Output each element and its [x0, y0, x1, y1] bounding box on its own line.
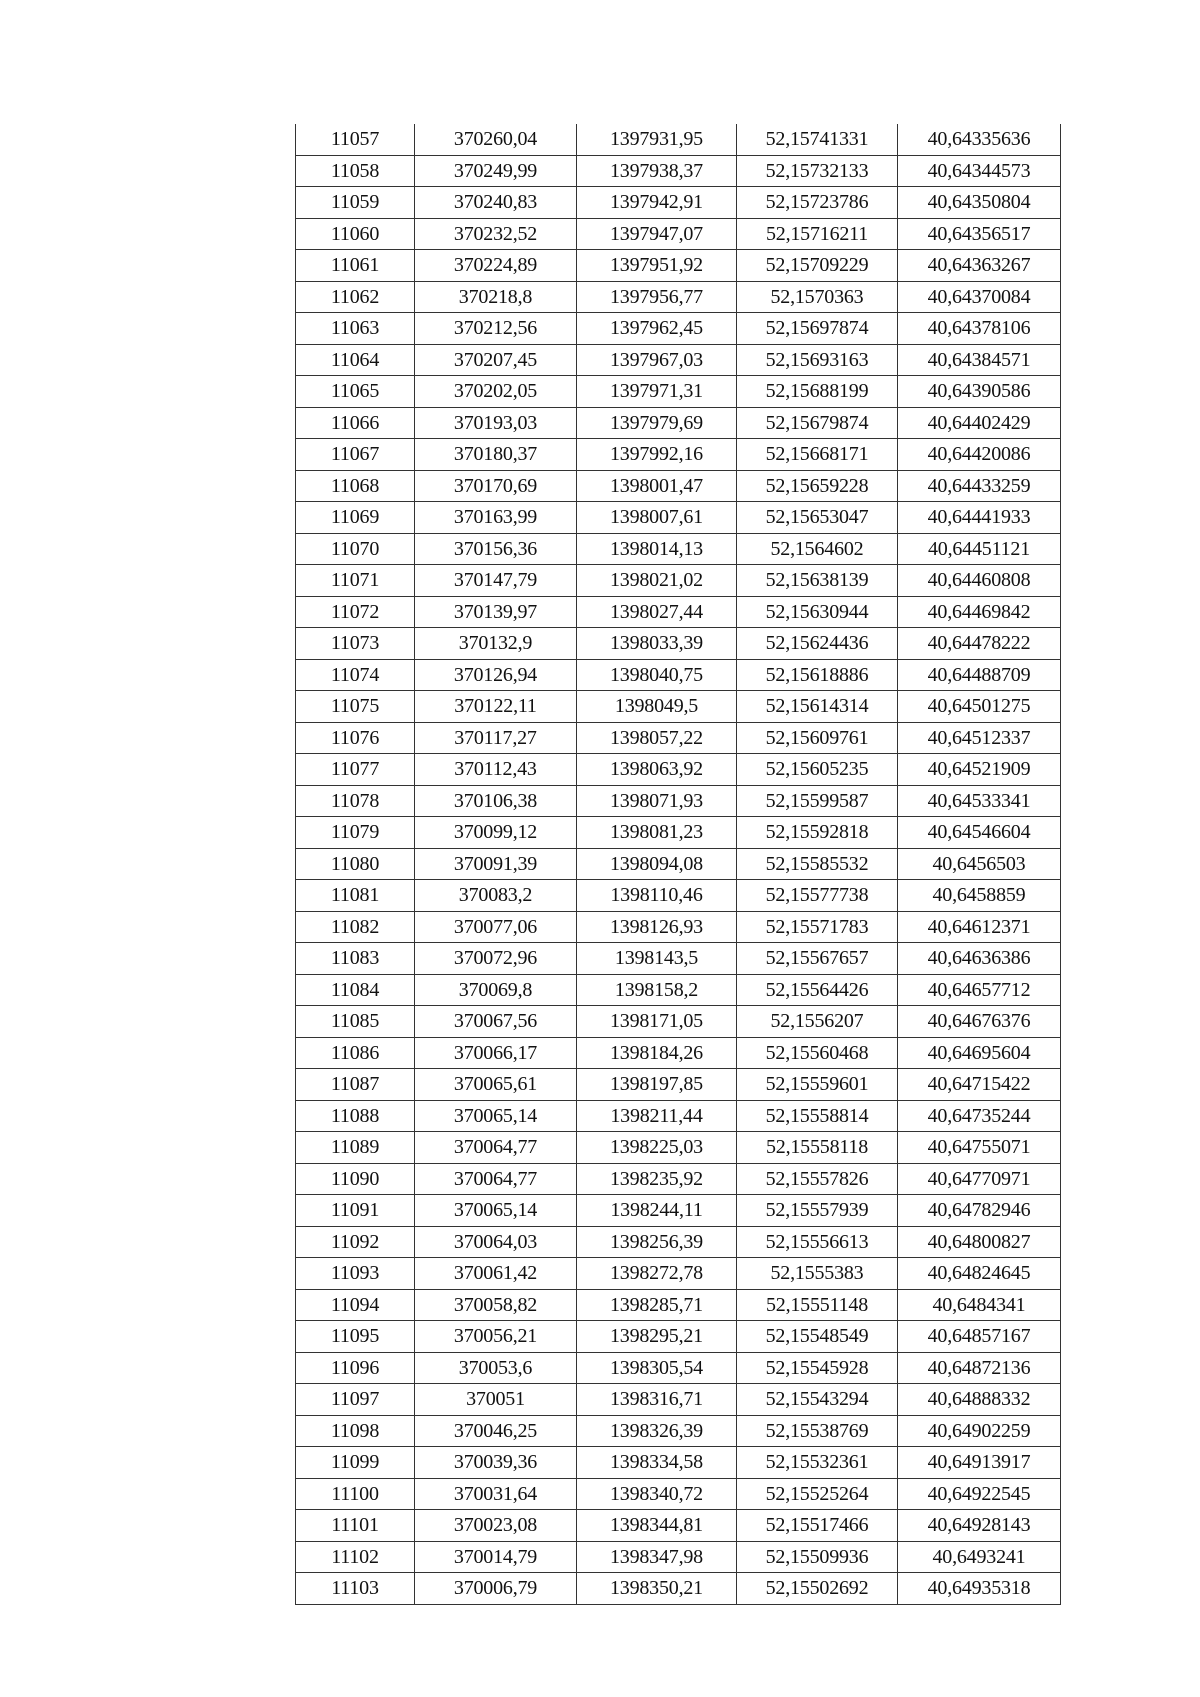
x-coordinate-cell: 370056,21: [415, 1321, 577, 1353]
point-number-cell: 11084: [296, 974, 415, 1006]
x-coordinate-cell: 370132,9: [415, 628, 577, 660]
point-number-cell: 11103: [296, 1573, 415, 1605]
longitude-cell: 40,64782946: [898, 1195, 1061, 1227]
table-row: [296, 376, 1061, 408]
longitude-cell: 40,64370084: [898, 281, 1061, 313]
x-coordinate-cell: 370156,36: [415, 533, 577, 565]
longitude-cell: 40,6493241: [898, 1541, 1061, 1573]
y-coordinate-cell: 1398350,21: [577, 1573, 737, 1605]
table-row: [296, 1573, 1061, 1605]
coordinate-table-body: [296, 124, 1061, 1604]
y-coordinate-cell: 1398126,93: [577, 911, 737, 943]
point-number-cell: 11086: [296, 1037, 415, 1069]
latitude-cell: 52,15557826: [737, 1163, 898, 1195]
table-row: [296, 1384, 1061, 1416]
y-coordinate-cell: 1398316,71: [577, 1384, 737, 1416]
longitude-cell: 40,64478222: [898, 628, 1061, 660]
point-number-cell: 11088: [296, 1100, 415, 1132]
point-number-cell: 11085: [296, 1006, 415, 1038]
longitude-cell: 40,64501275: [898, 691, 1061, 723]
latitude-cell: 52,15548549: [737, 1321, 898, 1353]
y-coordinate-cell: 1398094,08: [577, 848, 737, 880]
x-coordinate-cell: 370083,2: [415, 880, 577, 912]
latitude-cell: 52,15653047: [737, 502, 898, 534]
longitude-cell: 40,64922545: [898, 1478, 1061, 1510]
x-coordinate-cell: 370207,45: [415, 344, 577, 376]
point-number-cell: 11098: [296, 1415, 415, 1447]
y-coordinate-cell: 1398197,85: [577, 1069, 737, 1101]
latitude-cell: 52,15564426: [737, 974, 898, 1006]
table-row: [296, 1352, 1061, 1384]
point-number-cell: 11095: [296, 1321, 415, 1353]
longitude-cell: 40,64460808: [898, 565, 1061, 597]
point-number-cell: 11082: [296, 911, 415, 943]
x-coordinate-cell: 370064,03: [415, 1226, 577, 1258]
y-coordinate-cell: 1397962,45: [577, 313, 737, 345]
point-number-cell: 11065: [296, 376, 415, 408]
x-coordinate-cell: 370065,14: [415, 1195, 577, 1227]
longitude-cell: 40,64913917: [898, 1447, 1061, 1479]
y-coordinate-cell: 1397971,31: [577, 376, 737, 408]
table-row: [296, 1037, 1061, 1069]
point-number-cell: 11096: [296, 1352, 415, 1384]
longitude-cell: 40,64335636: [898, 124, 1061, 155]
point-number-cell: 11093: [296, 1258, 415, 1290]
latitude-cell: 52,15545928: [737, 1352, 898, 1384]
table-row: [296, 785, 1061, 817]
longitude-cell: 40,64928143: [898, 1510, 1061, 1542]
y-coordinate-cell: 1398063,92: [577, 754, 737, 786]
x-coordinate-cell: 370249,99: [415, 155, 577, 187]
y-coordinate-cell: 1398014,13: [577, 533, 737, 565]
longitude-cell: 40,64935318: [898, 1573, 1061, 1605]
x-coordinate-cell: 370065,61: [415, 1069, 577, 1101]
table-row: [296, 1100, 1061, 1132]
longitude-cell: 40,64378106: [898, 313, 1061, 345]
y-coordinate-cell: 1397951,92: [577, 250, 737, 282]
point-number-cell: 11061: [296, 250, 415, 282]
latitude-cell: 52,15618886: [737, 659, 898, 691]
table-row: [296, 1195, 1061, 1227]
y-coordinate-cell: 1398344,81: [577, 1510, 737, 1542]
longitude-cell: 40,64420086: [898, 439, 1061, 471]
table-row: [296, 470, 1061, 502]
latitude-cell: 52,15567657: [737, 943, 898, 975]
table-row: [296, 344, 1061, 376]
y-coordinate-cell: 1398225,03: [577, 1132, 737, 1164]
latitude-cell: 52,15638139: [737, 565, 898, 597]
latitude-cell: 52,15709229: [737, 250, 898, 282]
table-row: [296, 1321, 1061, 1353]
longitude-cell: 40,64488709: [898, 659, 1061, 691]
longitude-cell: 40,64735244: [898, 1100, 1061, 1132]
x-coordinate-cell: 370202,05: [415, 376, 577, 408]
latitude-cell: 52,15741331: [737, 124, 898, 155]
latitude-cell: 52,15605235: [737, 754, 898, 786]
point-number-cell: 11092: [296, 1226, 415, 1258]
point-number-cell: 11059: [296, 187, 415, 219]
x-coordinate-cell: 370039,36: [415, 1447, 577, 1479]
table-row: [296, 1006, 1061, 1038]
x-coordinate-cell: 370064,77: [415, 1132, 577, 1164]
table-row: [296, 250, 1061, 282]
point-number-cell: 11099: [296, 1447, 415, 1479]
point-number-cell: 11066: [296, 407, 415, 439]
latitude-cell: 52,15697874: [737, 313, 898, 345]
latitude-cell: 52,15688199: [737, 376, 898, 408]
y-coordinate-cell: 1398347,98: [577, 1541, 737, 1573]
longitude-cell: 40,64441933: [898, 502, 1061, 534]
table-row: [296, 1258, 1061, 1290]
table-row: [296, 407, 1061, 439]
table-row: [296, 218, 1061, 250]
point-number-cell: 11097: [296, 1384, 415, 1416]
longitude-cell: 40,64390586: [898, 376, 1061, 408]
longitude-cell: 40,64384571: [898, 344, 1061, 376]
latitude-cell: 52,15716211: [737, 218, 898, 250]
x-coordinate-cell: 370014,79: [415, 1541, 577, 1573]
table-row: [296, 1415, 1061, 1447]
y-coordinate-cell: 1398340,72: [577, 1478, 737, 1510]
longitude-cell: 40,64402429: [898, 407, 1061, 439]
point-number-cell: 11076: [296, 722, 415, 754]
latitude-cell: 52,15532361: [737, 1447, 898, 1479]
y-coordinate-cell: 1398021,02: [577, 565, 737, 597]
y-coordinate-cell: 1398049,5: [577, 691, 737, 723]
point-number-cell: 11094: [296, 1289, 415, 1321]
y-coordinate-cell: 1398305,54: [577, 1352, 737, 1384]
x-coordinate-cell: 370232,52: [415, 218, 577, 250]
latitude-cell: 52,15525264: [737, 1478, 898, 1510]
y-coordinate-cell: 1397942,91: [577, 187, 737, 219]
x-coordinate-cell: 370031,64: [415, 1478, 577, 1510]
longitude-cell: 40,64533341: [898, 785, 1061, 817]
point-number-cell: 11063: [296, 313, 415, 345]
latitude-cell: 52,15557939: [737, 1195, 898, 1227]
x-coordinate-cell: 370126,94: [415, 659, 577, 691]
latitude-cell: 52,15551148: [737, 1289, 898, 1321]
coordinate-table: [295, 124, 1061, 1605]
latitude-cell: 52,15614314: [737, 691, 898, 723]
y-coordinate-cell: 1398244,11: [577, 1195, 737, 1227]
table-row: [296, 1447, 1061, 1479]
point-number-cell: 11073: [296, 628, 415, 660]
table-row: [296, 124, 1061, 155]
y-coordinate-cell: 1398211,44: [577, 1100, 737, 1132]
table-row: [296, 565, 1061, 597]
x-coordinate-cell: 370212,56: [415, 313, 577, 345]
x-coordinate-cell: 370122,11: [415, 691, 577, 723]
y-coordinate-cell: 1398110,46: [577, 880, 737, 912]
longitude-cell: 40,64872136: [898, 1352, 1061, 1384]
x-coordinate-cell: 370224,89: [415, 250, 577, 282]
latitude-cell: 52,15723786: [737, 187, 898, 219]
x-coordinate-cell: 370053,6: [415, 1352, 577, 1384]
x-coordinate-cell: 370067,56: [415, 1006, 577, 1038]
point-number-cell: 11075: [296, 691, 415, 723]
table-row: [296, 281, 1061, 313]
table-row: [296, 1163, 1061, 1195]
table-row: [296, 1510, 1061, 1542]
y-coordinate-cell: 1398033,39: [577, 628, 737, 660]
y-coordinate-cell: 1398158,2: [577, 974, 737, 1006]
table-row: [296, 1132, 1061, 1164]
table-row: [296, 1069, 1061, 1101]
latitude-cell: 52,15585532: [737, 848, 898, 880]
latitude-cell: 52,15599587: [737, 785, 898, 817]
point-number-cell: 11083: [296, 943, 415, 975]
y-coordinate-cell: 1398285,71: [577, 1289, 737, 1321]
y-coordinate-cell: 1398027,44: [577, 596, 737, 628]
x-coordinate-cell: 370260,04: [415, 124, 577, 155]
x-coordinate-cell: 370106,38: [415, 785, 577, 817]
latitude-cell: 52,15502692: [737, 1573, 898, 1605]
x-coordinate-cell: 370046,25: [415, 1415, 577, 1447]
x-coordinate-cell: 370147,79: [415, 565, 577, 597]
x-coordinate-cell: 370051: [415, 1384, 577, 1416]
point-number-cell: 11068: [296, 470, 415, 502]
x-coordinate-cell: 370091,39: [415, 848, 577, 880]
latitude-cell: 52,15693163: [737, 344, 898, 376]
table-row: [296, 187, 1061, 219]
table-row: [296, 659, 1061, 691]
point-number-cell: 11064: [296, 344, 415, 376]
longitude-cell: 40,64363267: [898, 250, 1061, 282]
x-coordinate-cell: 370065,14: [415, 1100, 577, 1132]
longitude-cell: 40,64636386: [898, 943, 1061, 975]
table-row: [296, 628, 1061, 660]
latitude-cell: 52,15543294: [737, 1384, 898, 1416]
point-number-cell: 11057: [296, 124, 415, 155]
point-number-cell: 11062: [296, 281, 415, 313]
point-number-cell: 11081: [296, 880, 415, 912]
longitude-cell: 40,64356517: [898, 218, 1061, 250]
x-coordinate-cell: 370117,27: [415, 722, 577, 754]
longitude-cell: 40,64800827: [898, 1226, 1061, 1258]
point-number-cell: 11101: [296, 1510, 415, 1542]
table-row: [296, 754, 1061, 786]
longitude-cell: 40,6458859: [898, 880, 1061, 912]
point-number-cell: 11067: [296, 439, 415, 471]
y-coordinate-cell: 1397992,16: [577, 439, 737, 471]
table-row: [296, 155, 1061, 187]
point-number-cell: 11087: [296, 1069, 415, 1101]
y-coordinate-cell: 1398040,75: [577, 659, 737, 691]
table-row: [296, 1541, 1061, 1573]
y-coordinate-cell: 1398272,78: [577, 1258, 737, 1290]
table-row: [296, 1478, 1061, 1510]
latitude-cell: 52,15679874: [737, 407, 898, 439]
table-row: [296, 880, 1061, 912]
point-number-cell: 11072: [296, 596, 415, 628]
x-coordinate-cell: 370099,12: [415, 817, 577, 849]
x-coordinate-cell: 370066,17: [415, 1037, 577, 1069]
x-coordinate-cell: 370139,97: [415, 596, 577, 628]
x-coordinate-cell: 370064,77: [415, 1163, 577, 1195]
point-number-cell: 11089: [296, 1132, 415, 1164]
y-coordinate-cell: 1398143,5: [577, 943, 737, 975]
longitude-cell: 40,64770971: [898, 1163, 1061, 1195]
latitude-cell: 52,15592818: [737, 817, 898, 849]
latitude-cell: 52,1564602: [737, 533, 898, 565]
x-coordinate-cell: 370240,83: [415, 187, 577, 219]
latitude-cell: 52,1556207: [737, 1006, 898, 1038]
longitude-cell: 40,64715422: [898, 1069, 1061, 1101]
longitude-cell: 40,64612371: [898, 911, 1061, 943]
y-coordinate-cell: 1398334,58: [577, 1447, 737, 1479]
table-row: [296, 848, 1061, 880]
longitude-cell: 40,64546604: [898, 817, 1061, 849]
x-coordinate-cell: 370069,8: [415, 974, 577, 1006]
x-coordinate-cell: 370072,96: [415, 943, 577, 975]
latitude-cell: 52,15668171: [737, 439, 898, 471]
table-row: [296, 533, 1061, 565]
longitude-cell: 40,6484341: [898, 1289, 1061, 1321]
point-number-cell: 11058: [296, 155, 415, 187]
table-row: [296, 911, 1061, 943]
point-number-cell: 11074: [296, 659, 415, 691]
longitude-cell: 40,64676376: [898, 1006, 1061, 1038]
x-coordinate-cell: 370170,69: [415, 470, 577, 502]
y-coordinate-cell: 1397947,07: [577, 218, 737, 250]
y-coordinate-cell: 1397967,03: [577, 344, 737, 376]
longitude-cell: 40,64755071: [898, 1132, 1061, 1164]
longitude-cell: 40,64857167: [898, 1321, 1061, 1353]
table-row: [296, 596, 1061, 628]
point-number-cell: 11070: [296, 533, 415, 565]
latitude-cell: 52,15571783: [737, 911, 898, 943]
latitude-cell: 52,15558118: [737, 1132, 898, 1164]
longitude-cell: 40,64824645: [898, 1258, 1061, 1290]
longitude-cell: 40,6456503: [898, 848, 1061, 880]
latitude-cell: 52,15559601: [737, 1069, 898, 1101]
latitude-cell: 52,15577738: [737, 880, 898, 912]
point-number-cell: 11077: [296, 754, 415, 786]
x-coordinate-cell: 370218,8: [415, 281, 577, 313]
longitude-cell: 40,64451121: [898, 533, 1061, 565]
point-number-cell: 11071: [296, 565, 415, 597]
y-coordinate-cell: 1398007,61: [577, 502, 737, 534]
table-row: [296, 974, 1061, 1006]
y-coordinate-cell: 1397979,69: [577, 407, 737, 439]
latitude-cell: 52,15732133: [737, 155, 898, 187]
point-number-cell: 11080: [296, 848, 415, 880]
y-coordinate-cell: 1398057,22: [577, 722, 737, 754]
y-coordinate-cell: 1398071,93: [577, 785, 737, 817]
longitude-cell: 40,64469842: [898, 596, 1061, 628]
point-number-cell: 11102: [296, 1541, 415, 1573]
longitude-cell: 40,64657712: [898, 974, 1061, 1006]
table-row: [296, 691, 1061, 723]
table-row: [296, 817, 1061, 849]
y-coordinate-cell: 1398081,23: [577, 817, 737, 849]
latitude-cell: 52,15538769: [737, 1415, 898, 1447]
longitude-cell: 40,64433259: [898, 470, 1061, 502]
y-coordinate-cell: 1397956,77: [577, 281, 737, 313]
latitude-cell: 52,15659228: [737, 470, 898, 502]
point-number-cell: 11078: [296, 785, 415, 817]
y-coordinate-cell: 1397938,37: [577, 155, 737, 187]
longitude-cell: 40,64695604: [898, 1037, 1061, 1069]
table-row: [296, 502, 1061, 534]
table-row: [296, 1289, 1061, 1321]
latitude-cell: 52,1570363: [737, 281, 898, 313]
point-number-cell: 11091: [296, 1195, 415, 1227]
latitude-cell: 52,15560468: [737, 1037, 898, 1069]
longitude-cell: 40,64344573: [898, 155, 1061, 187]
x-coordinate-cell: 370163,99: [415, 502, 577, 534]
x-coordinate-cell: 370061,42: [415, 1258, 577, 1290]
latitude-cell: 52,15609761: [737, 722, 898, 754]
table-row: [296, 943, 1061, 975]
y-coordinate-cell: 1398001,47: [577, 470, 737, 502]
longitude-cell: 40,64902259: [898, 1415, 1061, 1447]
table-row: [296, 1226, 1061, 1258]
point-number-cell: 11060: [296, 218, 415, 250]
point-number-cell: 11069: [296, 502, 415, 534]
point-number-cell: 11079: [296, 817, 415, 849]
latitude-cell: 52,15558814: [737, 1100, 898, 1132]
longitude-cell: 40,64350804: [898, 187, 1061, 219]
latitude-cell: 52,15517466: [737, 1510, 898, 1542]
latitude-cell: 52,15624436: [737, 628, 898, 660]
latitude-cell: 52,1555383: [737, 1258, 898, 1290]
latitude-cell: 52,15556613: [737, 1226, 898, 1258]
table-row: [296, 722, 1061, 754]
x-coordinate-cell: 370023,08: [415, 1510, 577, 1542]
y-coordinate-cell: 1398326,39: [577, 1415, 737, 1447]
x-coordinate-cell: 370112,43: [415, 754, 577, 786]
x-coordinate-cell: 370193,03: [415, 407, 577, 439]
point-number-cell: 11090: [296, 1163, 415, 1195]
longitude-cell: 40,64512337: [898, 722, 1061, 754]
y-coordinate-cell: 1397931,95: [577, 124, 737, 155]
table-row: [296, 439, 1061, 471]
y-coordinate-cell: 1398171,05: [577, 1006, 737, 1038]
longitude-cell: 40,64888332: [898, 1384, 1061, 1416]
table-row: [296, 313, 1061, 345]
x-coordinate-cell: 370006,79: [415, 1573, 577, 1605]
latitude-cell: 52,15630944: [737, 596, 898, 628]
latitude-cell: 52,15509936: [737, 1541, 898, 1573]
point-number-cell: 11100: [296, 1478, 415, 1510]
y-coordinate-cell: 1398235,92: [577, 1163, 737, 1195]
x-coordinate-cell: 370058,82: [415, 1289, 577, 1321]
y-coordinate-cell: 1398256,39: [577, 1226, 737, 1258]
longitude-cell: 40,64521909: [898, 754, 1061, 786]
y-coordinate-cell: 1398295,21: [577, 1321, 737, 1353]
x-coordinate-cell: 370180,37: [415, 439, 577, 471]
x-coordinate-cell: 370077,06: [415, 911, 577, 943]
y-coordinate-cell: 1398184,26: [577, 1037, 737, 1069]
